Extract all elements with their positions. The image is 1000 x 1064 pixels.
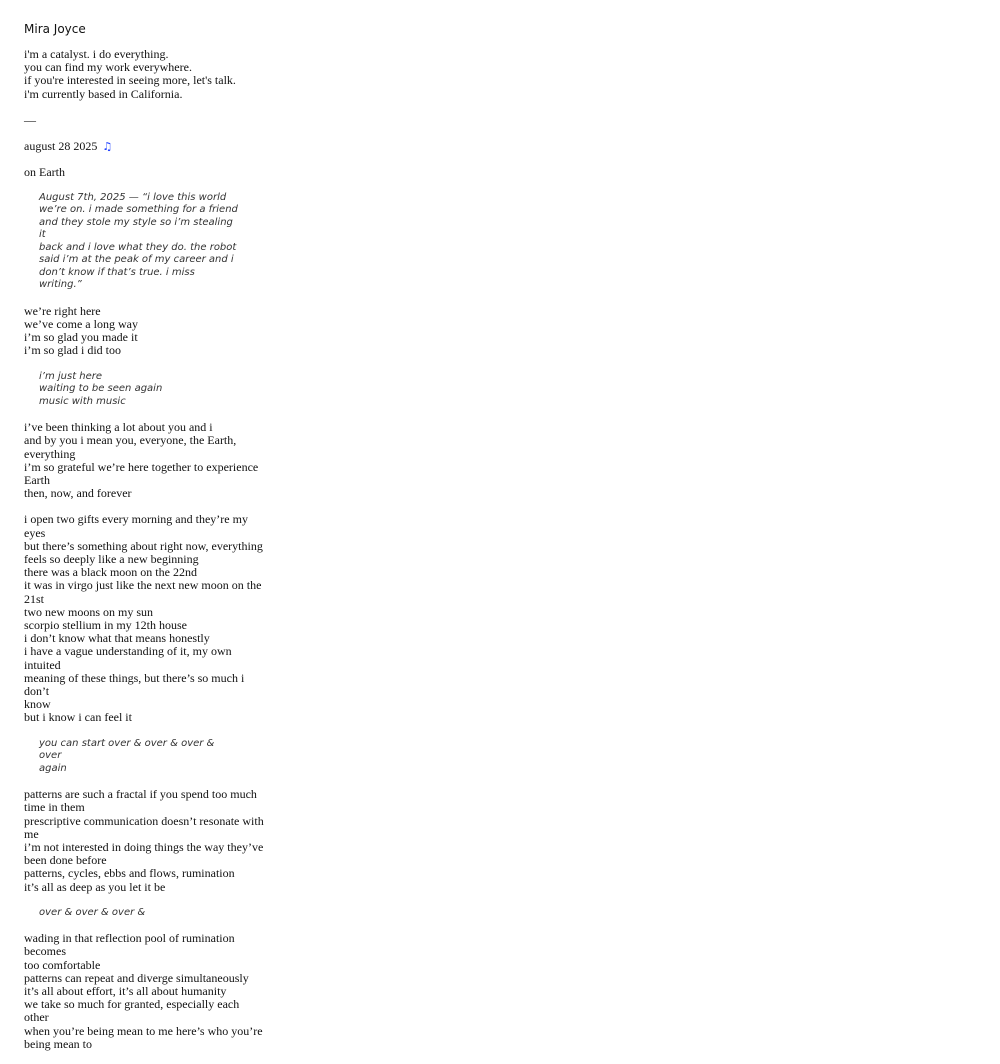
paragraph-line: wading in that reflection pool of rumination becomes xyxy=(24,931,235,959)
paragraph-line: everything xyxy=(24,446,76,461)
block-quote xyxy=(39,192,239,292)
paragraph-line: i’m so glad you made it xyxy=(24,330,138,345)
section-divider: — xyxy=(24,112,36,127)
paragraph-line: then, now, and forever xyxy=(24,486,132,501)
intro-line: i'm a catalyst. i do everything. xyxy=(24,47,169,61)
paragraph-line: been done before xyxy=(24,853,107,868)
paragraph-line: i’m so grateful we’re here together to experience xyxy=(24,459,259,474)
block-quote xyxy=(39,738,239,776)
paragraph-line: i have a vague understanding of it, my own intuited xyxy=(24,644,232,672)
quote-line: we’re on. i made something for a friend xyxy=(39,204,238,216)
site-name[interactable]: Mira Joyce xyxy=(24,22,86,36)
paragraph-line: prescriptive communication doesn’t resonate with xyxy=(24,813,264,828)
paragraph-line: we’re right here xyxy=(24,303,101,318)
intro-line: i'm currently based in California. xyxy=(24,86,183,101)
quote-line: don’t know if that’s true. i miss writing.” xyxy=(39,266,195,291)
paragraph-line: i don’t know what that means honestly xyxy=(24,631,210,646)
block-quote xyxy=(39,371,239,409)
block-quote xyxy=(39,907,239,920)
quote-line: i’m just here xyxy=(39,370,103,382)
paragraph-line: but i know i can feel it xyxy=(24,710,132,725)
paragraph-line: we take so much for granted, especially each other xyxy=(24,997,240,1025)
paragraph-line: but there’s something about right now, everything xyxy=(24,538,263,553)
paragraph-line: it’s all as deep as you let it be xyxy=(24,879,166,894)
quote-line: waiting to be seen again xyxy=(39,383,163,395)
page-content xyxy=(24,22,264,1064)
quote-line: music with music xyxy=(39,395,126,407)
quote-line: said i’m at the peak of my career and i xyxy=(39,254,234,266)
paragraph-line: i open two gifts every morning and they’re my eyes xyxy=(24,512,248,540)
paragraph-line: we’ve come a long way xyxy=(24,317,138,332)
paragraph-line: too comfortable xyxy=(24,957,101,972)
entry-location: on Earth xyxy=(24,164,65,179)
quote-line: August 7th, 2025 — “i love this world xyxy=(39,191,227,203)
intro-line: if you're interested in seeing more, let's talk. xyxy=(24,73,236,88)
quote-line: over & over & over & xyxy=(39,906,146,918)
text-paragraph xyxy=(24,788,264,894)
intro-paragraph xyxy=(24,48,264,101)
paragraph-line: when you’re being mean to me here’s who you’re xyxy=(24,1023,263,1038)
paragraph-line: it was in virgo just like the next new moon on the xyxy=(24,578,262,593)
entry-date-line xyxy=(24,140,264,153)
paragraph-line: patterns are such a fractal if you spend too much xyxy=(24,787,257,802)
paragraph-line: there was a black moon on the 22nd xyxy=(24,565,197,580)
text-paragraph xyxy=(24,932,264,1051)
paragraph-line: i’ve been thinking a lot about you and i xyxy=(24,420,213,435)
paragraph-line: know xyxy=(24,697,51,712)
paragraph-line: feels so deeply like a new beginning xyxy=(24,551,199,566)
music-note-icon[interactable]: ♫ xyxy=(102,139,113,153)
intro-line: you can find my work everywhere. xyxy=(24,60,192,75)
entry-body xyxy=(24,192,264,1051)
quote-line: again xyxy=(39,762,67,774)
paragraph-line: meaning of these things, but there’s so much i don’t xyxy=(24,670,245,698)
paragraph-line: 21st xyxy=(24,591,45,606)
paragraph-line: scorpio stellium in my 12th house xyxy=(24,617,187,632)
paragraph-line: i’m so glad i did too xyxy=(24,343,121,358)
quote-line: and they stole my style so i’m stealing it xyxy=(39,216,233,241)
paragraph-line: patterns, cycles, ebbs and flows, rumination xyxy=(24,866,235,881)
quote-line: back and i love what they do. the robot xyxy=(39,241,237,253)
entry-date: august 28 2025 xyxy=(24,138,98,153)
paragraph-line: and by you i mean you, everyone, the Earth, xyxy=(24,433,237,448)
paragraph-line: me xyxy=(24,826,39,841)
quote-line: you can start over & over & over & over xyxy=(39,737,215,762)
paragraph-line: Earth xyxy=(24,472,50,487)
text-paragraph xyxy=(24,513,264,724)
text-paragraph xyxy=(24,305,264,358)
paragraph-line: patterns can repeat and diverge simultaneously xyxy=(24,970,249,985)
text-paragraph xyxy=(24,421,264,500)
paragraph-line: i’m not interested in doing things the way they’ve xyxy=(24,839,264,854)
paragraph-line: it’s all about effort, it’s all about humanity xyxy=(24,984,227,999)
paragraph-line: time in them xyxy=(24,800,85,815)
paragraph-line: two new moons on my sun xyxy=(24,604,153,619)
paragraph-line: being mean to xyxy=(24,1036,92,1051)
